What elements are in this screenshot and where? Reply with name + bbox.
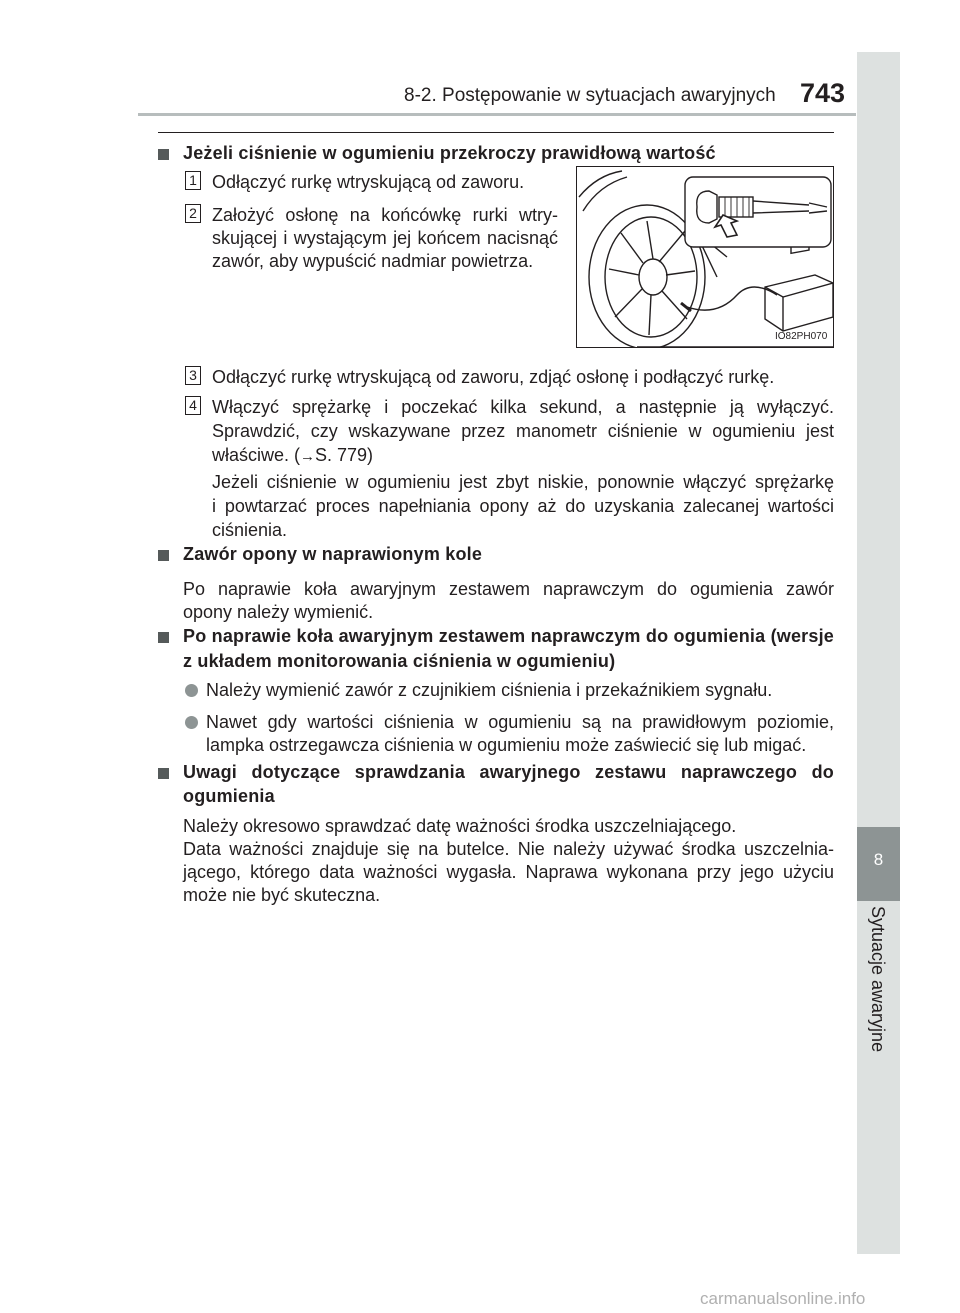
- figure-code: IO82PH070: [775, 331, 828, 342]
- section4-line: Data ważności znajduje się na butelce. Nie należy używać środka uszczelnia-: [183, 839, 834, 859]
- section4-heading: ogumienia: [183, 786, 275, 806]
- section1-heading: Jeżeli ciśnienie w ogumieniu przekroczy prawidłową wartość: [183, 143, 716, 163]
- step-number-icon: 2: [185, 204, 201, 223]
- section2-line: Po naprawie koła awaryjnym zestawem naprawczym do ogumienia zawór: [183, 579, 834, 599]
- watermark: carmanualsonline.info: [700, 1289, 866, 1308]
- tire-valve-figure: [576, 166, 834, 348]
- step4-line: Sprawdzić, czy wskazywane przez manometr ciśnienie w ogumieniu jest: [212, 421, 834, 441]
- page-number: 743: [800, 78, 846, 108]
- header-rule: [138, 113, 856, 116]
- section-marker-icon: [158, 149, 169, 160]
- step-number-icon: 3: [185, 366, 201, 385]
- step1-text: Odłączyć rurkę wtryskującą od zaworu.: [212, 172, 525, 192]
- section3-bullet: lampka ostrzegawcza ciśnienia w ogumieniu może zaświecić się lub migać.: [206, 735, 807, 755]
- section4-line: Należy okresowo sprawdzać datę ważności środka uszczelniającego.: [183, 816, 737, 836]
- note-line: ciśnienia.: [212, 520, 288, 540]
- section-marker-icon: [158, 550, 169, 561]
- bullet-icon: [185, 716, 198, 729]
- section3-heading: z układem monitorowania ciśnienia w ogumieniu): [183, 651, 616, 671]
- step-number-icon: 1: [185, 171, 201, 190]
- page-reference-link[interactable]: S. 779): [315, 445, 374, 465]
- step3-text: Odłączyć rurkę wtryskującą od zaworu, zdjąć osłonę i podłączyć rurkę.: [212, 367, 775, 387]
- step2-line: skującej i wystającym jej końcem nacisnąć: [212, 228, 558, 248]
- section-rule: [158, 132, 834, 133]
- step-number-icon: 4: [185, 396, 201, 415]
- tire-illustration: [577, 167, 834, 348]
- section3-heading: Po naprawie koła awaryjnym zestawem naprawczym do ogumienia (wersje: [183, 626, 834, 646]
- note-line: Jeżeli ciśnienie w ogumieniu jest zbyt niskie, ponownie włączyć sprężarkę: [212, 472, 834, 492]
- section3-bullet: Należy wymienić zawór z czujnikiem ciśnienia i przekaźnikiem sygnału.: [206, 680, 773, 700]
- section3-bullet: Nawet gdy wartości ciśnienia w ogumieniu są na prawidłowym poziomie,: [206, 712, 834, 732]
- section2-line: opony należy wymienić.: [183, 602, 374, 622]
- section4-heading: Uwagi dotyczące sprawdzania awaryjnego zestawu naprawczego do: [183, 762, 834, 782]
- section4-line: może nie być skuteczna.: [183, 885, 381, 905]
- arrow-icon: →: [300, 448, 316, 465]
- bullet-icon: [185, 684, 198, 697]
- section4-line: jącego, którego data ważności wygasła. Naprawa wykonana przy jego użyciu: [183, 862, 834, 882]
- step2-line: Założyć osłonę na końcówkę rurki wtry-: [212, 205, 558, 225]
- chapter-number: 8: [873, 850, 884, 869]
- section2-heading: Zawór opony w naprawionym kole: [183, 544, 483, 564]
- step4-line3-text: właściwe. (: [212, 445, 301, 465]
- chapter-label: Sytuacje awaryjne: [868, 906, 888, 1053]
- section-marker-icon: [158, 632, 169, 643]
- step4-line: Włączyć sprężarkę i poczekać kilka sekund, a następnie ją wyłączyć.: [212, 397, 834, 417]
- note-line: i powtarzać proces napełniania opony aż do uzyskania zalecanej wartości: [212, 496, 834, 516]
- step2-line: zawór, aby wypuścić nadmiar powietrza.: [212, 251, 534, 271]
- section-marker-icon: [158, 768, 169, 779]
- step4-line: [212, 443, 373, 469]
- running-header: 8-2. Postępowanie w sytuacjach awaryjnych: [404, 85, 776, 106]
